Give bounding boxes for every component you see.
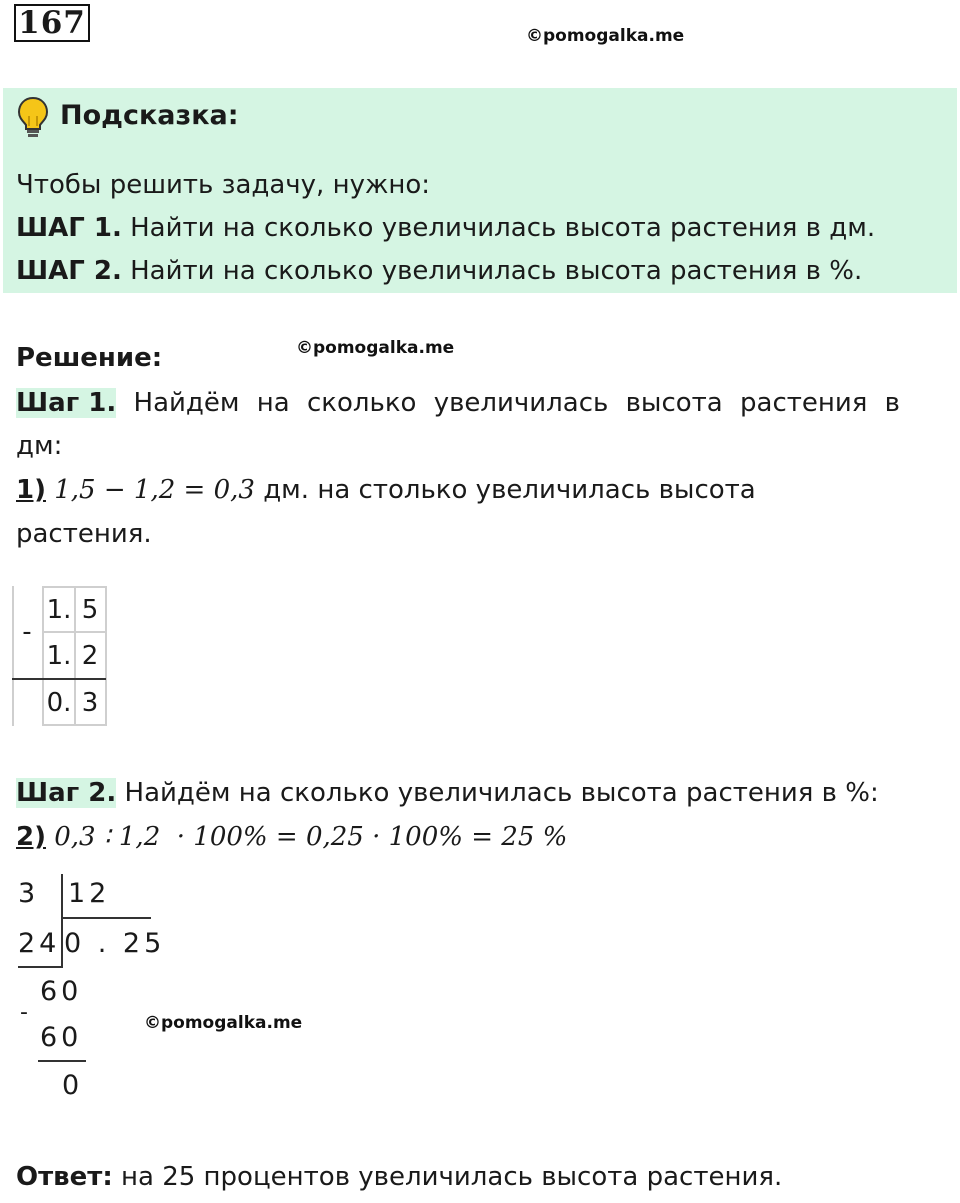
division-sub-2: 60 bbox=[40, 1022, 83, 1053]
action-1-formula: 1,5 − 1,2 = 0,3 bbox=[54, 475, 255, 505]
hint-step-2 bbox=[16, 256, 862, 286]
long-division bbox=[14, 872, 164, 1112]
sub-row-1-dec: 5 bbox=[81, 595, 99, 625]
step-1-text: Найдём на сколько увеличилась высота растения в bbox=[116, 388, 901, 418]
action-1 bbox=[16, 475, 756, 505]
action-2-formula: 0,3 ∶ 1,2 · 100% = 0,25 · 100% = 25 % bbox=[54, 822, 568, 852]
action-1-text-cont: растения. bbox=[16, 519, 152, 549]
step-2-label: Шаг 2. bbox=[16, 778, 117, 808]
answer-label: Ответ: bbox=[16, 1162, 113, 1192]
action-2-label: 2) bbox=[16, 822, 46, 852]
sub-row-2-dec: 2 bbox=[81, 641, 99, 671]
column-subtraction bbox=[12, 586, 108, 728]
lightbulb-icon bbox=[16, 96, 50, 138]
division-quotient: 0 . 25 bbox=[64, 928, 166, 959]
division-minus: - bbox=[20, 1000, 32, 1025]
action-2 bbox=[16, 822, 567, 852]
sub-result-dec: 3 bbox=[81, 688, 99, 718]
solution-step-2 bbox=[16, 778, 879, 808]
action-1-text: дм. на столько увеличилась высота bbox=[254, 475, 756, 505]
subtraction-minus: - bbox=[22, 617, 32, 647]
answer bbox=[16, 1162, 782, 1192]
division-final: 0 bbox=[62, 1070, 84, 1101]
watermark-middle: ©pomogalka.me bbox=[296, 338, 455, 358]
hint-step-1-label: ШАГ 1. bbox=[16, 213, 122, 243]
step-2-text: Найдём на сколько увеличилась высота растения в %: bbox=[116, 778, 879, 808]
action-1-label: 1) bbox=[16, 475, 46, 505]
problem-number: 167 bbox=[14, 4, 90, 42]
hint-step-2-text: Найти на сколько увеличилась высота растения в %. bbox=[121, 256, 863, 286]
hint-step-1-text: Найти на сколько увеличилась высота растения в дм. bbox=[121, 213, 876, 243]
division-remainder-1: 60 bbox=[40, 976, 83, 1007]
sub-row-1-int: 1. bbox=[46, 595, 72, 625]
division-divisor: 12 bbox=[68, 878, 111, 909]
hint-step-2-label: ШАГ 2. bbox=[16, 256, 122, 286]
solution-step-1 bbox=[16, 388, 900, 418]
hint-title: Подсказка: bbox=[60, 100, 239, 131]
sub-result-int: 0. bbox=[46, 688, 72, 718]
division-first-sub: 24 bbox=[18, 928, 61, 959]
sub-row-2-int: 1. bbox=[46, 641, 72, 671]
solution-heading: Решение: bbox=[16, 343, 163, 373]
division-dividend: 3 bbox=[18, 878, 40, 909]
watermark-bottom: ©pomogalka.me bbox=[144, 1013, 303, 1033]
step-1-label: Шаг 1. bbox=[16, 388, 117, 418]
step-1-text-cont: дм: bbox=[16, 431, 63, 461]
hint-step-1 bbox=[16, 213, 875, 243]
answer-text: на 25 процентов увеличилась высота растения. bbox=[112, 1162, 783, 1192]
watermark-top: ©pomogalka.me bbox=[526, 26, 685, 46]
hint-intro: Чтобы решить задачу, нужно: bbox=[16, 170, 431, 200]
